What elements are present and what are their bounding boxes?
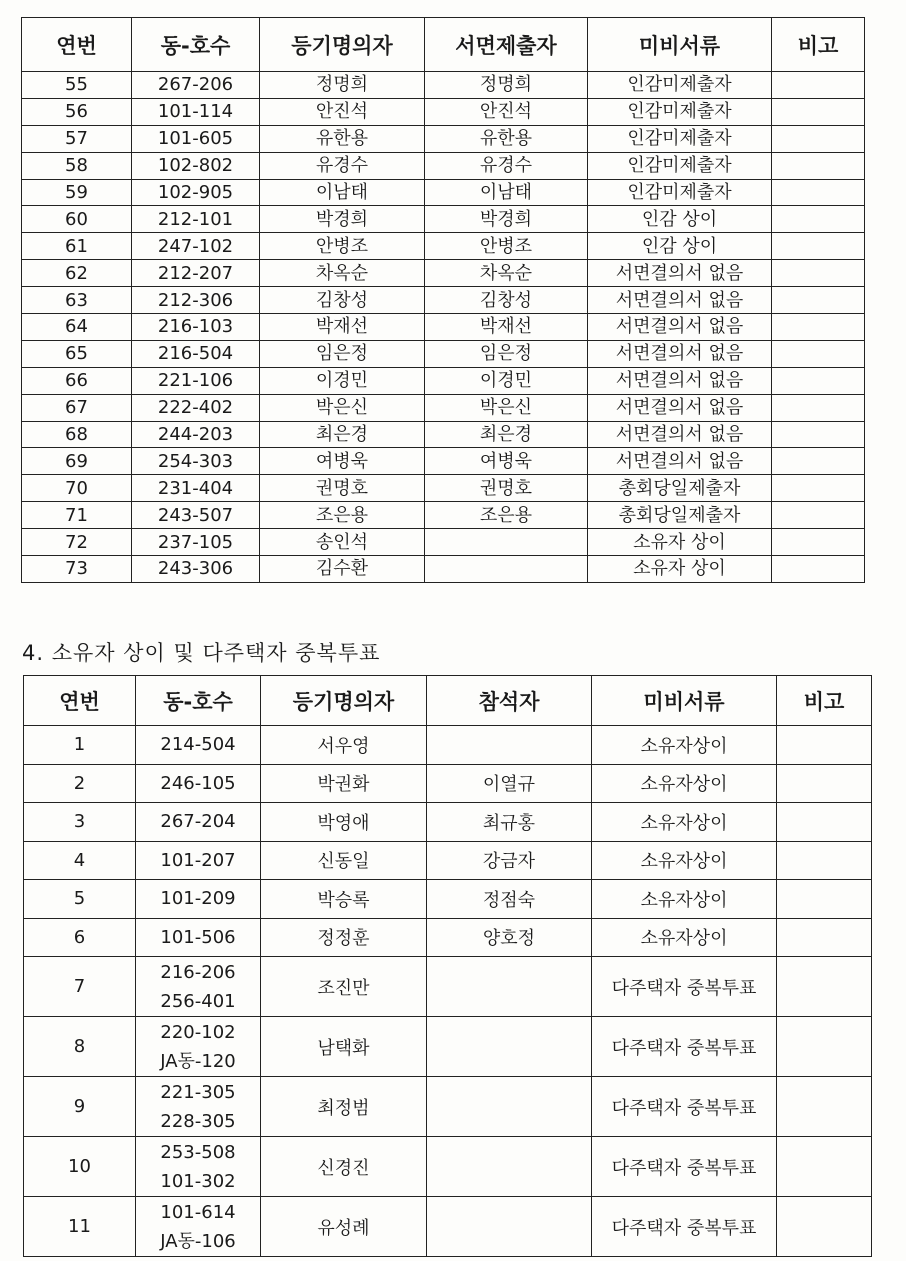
unit-number: 101-209 xyxy=(160,888,236,910)
cell-missing: 인감 상이 xyxy=(588,233,772,260)
cell-note xyxy=(777,1197,872,1257)
table-row xyxy=(24,1137,872,1197)
cell-unit: 243-507 xyxy=(132,502,260,529)
table-row xyxy=(22,529,865,556)
cell-owner: 이경민 xyxy=(260,367,425,394)
cell-note xyxy=(772,287,865,314)
cell-missing: 서면결의서 없음 xyxy=(588,340,772,367)
header-note: 비고 xyxy=(777,676,872,726)
cell-no: 61 xyxy=(22,233,132,260)
cell-no: 4 xyxy=(24,841,136,880)
cell-unit: 102-802 xyxy=(132,152,260,179)
cell-missing: 다주택자 중복투표 xyxy=(592,1017,777,1077)
cell-no: 73 xyxy=(22,556,132,583)
cell-no: 63 xyxy=(22,287,132,314)
cell-attendee: 양호정 xyxy=(427,918,592,957)
unit-number: 101-207 xyxy=(160,849,236,871)
cell-attendee: 최규홍 xyxy=(427,803,592,842)
cell-note xyxy=(777,726,872,765)
cell-owner: 박재선 xyxy=(260,314,425,341)
cell-attendee xyxy=(427,1197,592,1257)
cell-unit: 244-203 xyxy=(132,421,260,448)
cell-no: 9 xyxy=(24,1077,136,1137)
cell-owner: 박승록 xyxy=(261,880,427,919)
cell-missing: 소유자상이 xyxy=(592,803,777,842)
header-owner: 등기명의자 xyxy=(260,18,425,72)
cell-unit: 102-905 xyxy=(132,179,260,206)
cell-submitter: 안병조 xyxy=(425,233,588,260)
cell-note xyxy=(772,152,865,179)
cell-owner: 유한용 xyxy=(260,125,425,152)
unit-number: 101-506 xyxy=(160,926,236,948)
cell-owner: 박영애 xyxy=(261,803,427,842)
header-no: 연번 xyxy=(22,18,132,72)
table-row xyxy=(22,475,865,502)
header-attendee: 참석자 xyxy=(427,676,592,726)
cell-missing: 인감미제출자 xyxy=(588,125,772,152)
table-row xyxy=(22,125,865,152)
table-row xyxy=(22,340,865,367)
unit-number: 253-508 xyxy=(160,1141,236,1163)
cell-no: 62 xyxy=(22,260,132,287)
cell-missing: 서면결의서 없음 xyxy=(588,448,772,475)
cell-owner: 최정범 xyxy=(261,1077,427,1137)
cell-no: 56 xyxy=(22,98,132,125)
header-no: 연번 xyxy=(24,676,136,726)
header-unit: 동-호수 xyxy=(132,18,260,72)
table-header-row xyxy=(24,676,872,726)
table-row xyxy=(24,841,872,880)
cell-owner: 신경진 xyxy=(261,1137,427,1197)
cell-note xyxy=(772,502,865,529)
cell-unit xyxy=(136,957,261,1017)
cell-missing: 소유자상이 xyxy=(592,880,777,919)
cell-missing: 소유자 상이 xyxy=(588,529,772,556)
cell-note xyxy=(772,260,865,287)
cell-owner: 송인석 xyxy=(260,529,425,556)
cell-unit: 212-101 xyxy=(132,206,260,233)
cell-unit: 101-114 xyxy=(132,98,260,125)
cell-note xyxy=(772,233,865,260)
unit-number: 221-305 xyxy=(160,1081,236,1103)
cell-missing: 인감 상이 xyxy=(588,206,772,233)
cell-owner: 신동일 xyxy=(261,841,427,880)
cell-unit xyxy=(136,1077,261,1137)
table-row xyxy=(24,764,872,803)
section-title: 4. 소유자 상이 및 다주택자 중복투표 xyxy=(22,641,381,665)
table-row xyxy=(22,448,865,475)
unit-number: 216-206 xyxy=(160,961,236,983)
cell-note xyxy=(777,764,872,803)
cell-missing: 서면결의서 없음 xyxy=(588,314,772,341)
cell-unit: 254-303 xyxy=(132,448,260,475)
cell-note xyxy=(772,314,865,341)
cell-no: 59 xyxy=(22,179,132,206)
cell-no: 60 xyxy=(22,206,132,233)
cell-unit: 216-103 xyxy=(132,314,260,341)
cell-unit: 216-504 xyxy=(132,340,260,367)
cell-no: 68 xyxy=(22,421,132,448)
cell-unit xyxy=(136,803,261,842)
table-row xyxy=(22,556,865,583)
table-row xyxy=(22,233,865,260)
cell-note xyxy=(772,206,865,233)
cell-missing: 인감미제출자 xyxy=(588,179,772,206)
cell-submitter xyxy=(425,529,588,556)
table-row xyxy=(24,957,872,1017)
cell-unit: 231-404 xyxy=(132,475,260,502)
cell-missing: 소유자상이 xyxy=(592,764,777,803)
cell-unit: 222-402 xyxy=(132,394,260,421)
cell-note xyxy=(777,1077,872,1137)
cell-submitter xyxy=(425,556,588,583)
cell-owner: 유경수 xyxy=(260,152,425,179)
cell-owner: 차옥순 xyxy=(260,260,425,287)
header-missing: 미비서류 xyxy=(588,18,772,72)
cell-owner: 조은용 xyxy=(260,502,425,529)
cell-unit xyxy=(136,1017,261,1077)
cell-owner: 박은신 xyxy=(260,394,425,421)
unit-number: JA동-106 xyxy=(160,1230,236,1252)
cell-no: 65 xyxy=(22,340,132,367)
unit-number: 220-102 xyxy=(160,1021,236,1043)
table-row xyxy=(22,72,865,99)
cell-owner: 서우영 xyxy=(261,726,427,765)
cell-missing: 다주택자 중복투표 xyxy=(592,1137,777,1197)
cell-missing: 총회당일제출자 xyxy=(588,475,772,502)
table-row xyxy=(22,179,865,206)
unit-number: 101-614 xyxy=(160,1201,236,1223)
header-missing: 미비서류 xyxy=(592,676,777,726)
unit-number: 267-204 xyxy=(160,811,236,833)
cell-unit: 221-106 xyxy=(132,367,260,394)
cell-note xyxy=(777,918,872,957)
cell-note xyxy=(772,367,865,394)
cell-unit: 243-306 xyxy=(132,556,260,583)
cell-submitter: 권명호 xyxy=(425,475,588,502)
header-owner: 등기명의자 xyxy=(261,676,427,726)
cell-missing: 다주택자 중복투표 xyxy=(592,1077,777,1137)
cell-attendee: 이열규 xyxy=(427,764,592,803)
cell-no: 71 xyxy=(22,502,132,529)
cell-unit xyxy=(136,841,261,880)
cell-attendee: 강금자 xyxy=(427,841,592,880)
cell-owner: 임은정 xyxy=(260,340,425,367)
table-row xyxy=(24,803,872,842)
unit-number: JA동-120 xyxy=(160,1050,236,1072)
table-row xyxy=(22,421,865,448)
cell-missing: 서면결의서 없음 xyxy=(588,421,772,448)
cell-owner: 최은경 xyxy=(260,421,425,448)
cell-no: 58 xyxy=(22,152,132,179)
cell-missing: 소유자상이 xyxy=(592,918,777,957)
cell-no: 55 xyxy=(22,72,132,99)
table-owner-mismatch xyxy=(23,675,872,1257)
cell-no: 64 xyxy=(22,314,132,341)
cell-owner: 박권화 xyxy=(261,764,427,803)
cell-submitter: 이남태 xyxy=(425,179,588,206)
table-header-row xyxy=(22,18,865,72)
cell-unit: 237-105 xyxy=(132,529,260,556)
cell-submitter: 박재선 xyxy=(425,314,588,341)
cell-owner: 여병욱 xyxy=(260,448,425,475)
unit-number: 228-305 xyxy=(160,1110,236,1132)
cell-owner: 유성례 xyxy=(261,1197,427,1257)
cell-note xyxy=(772,475,865,502)
cell-note xyxy=(777,841,872,880)
cell-owner: 남택화 xyxy=(261,1017,427,1077)
cell-submitter: 유한용 xyxy=(425,125,588,152)
cell-note xyxy=(772,529,865,556)
table-row xyxy=(22,314,865,341)
cell-no: 10 xyxy=(24,1137,136,1197)
cell-note xyxy=(772,394,865,421)
cell-submitter: 조은용 xyxy=(425,502,588,529)
table-row xyxy=(22,502,865,529)
cell-no: 72 xyxy=(22,529,132,556)
cell-owner: 박경희 xyxy=(260,206,425,233)
cell-missing: 서면결의서 없음 xyxy=(588,287,772,314)
cell-owner: 정명희 xyxy=(260,72,425,99)
cell-owner: 권명호 xyxy=(260,475,425,502)
cell-no: 3 xyxy=(24,803,136,842)
cell-missing: 인감미제출자 xyxy=(588,98,772,125)
cell-missing: 다주택자 중복투표 xyxy=(592,1197,777,1257)
cell-submitter: 최은경 xyxy=(425,421,588,448)
table-row xyxy=(22,287,865,314)
cell-submitter: 이경민 xyxy=(425,367,588,394)
cell-attendee xyxy=(427,1077,592,1137)
cell-no: 70 xyxy=(22,475,132,502)
cell-unit: 267-206 xyxy=(132,72,260,99)
cell-submitter: 임은정 xyxy=(425,340,588,367)
cell-owner: 김수환 xyxy=(260,556,425,583)
cell-missing: 서면결의서 없음 xyxy=(588,394,772,421)
table-row xyxy=(24,1017,872,1077)
cell-missing: 소유자상이 xyxy=(592,726,777,765)
table-row xyxy=(22,206,865,233)
cell-unit xyxy=(136,918,261,957)
cell-attendee xyxy=(427,957,592,1017)
cell-unit xyxy=(136,764,261,803)
cell-unit: 247-102 xyxy=(132,233,260,260)
cell-unit xyxy=(136,880,261,919)
cell-attendee: 정점숙 xyxy=(427,880,592,919)
cell-missing: 소유자 상이 xyxy=(588,556,772,583)
cell-no: 57 xyxy=(22,125,132,152)
cell-no: 6 xyxy=(24,918,136,957)
cell-submitter: 유경수 xyxy=(425,152,588,179)
unit-number: 246-105 xyxy=(160,772,236,794)
cell-no: 11 xyxy=(24,1197,136,1257)
cell-submitter: 박경희 xyxy=(425,206,588,233)
cell-note xyxy=(772,340,865,367)
cell-missing: 인감미제출자 xyxy=(588,152,772,179)
cell-missing: 소유자상이 xyxy=(592,841,777,880)
cell-submitter: 여병욱 xyxy=(425,448,588,475)
cell-submitter: 차옥순 xyxy=(425,260,588,287)
cell-no: 7 xyxy=(24,957,136,1017)
cell-unit: 212-306 xyxy=(132,287,260,314)
table-row xyxy=(22,260,865,287)
cell-unit xyxy=(136,726,261,765)
cell-missing: 인감미제출자 xyxy=(588,72,772,99)
cell-submitter: 박은신 xyxy=(425,394,588,421)
header-submitter: 서면제출자 xyxy=(425,18,588,72)
table-vote-defects xyxy=(21,17,865,583)
cell-attendee xyxy=(427,1017,592,1077)
cell-note xyxy=(772,179,865,206)
cell-owner: 이남태 xyxy=(260,179,425,206)
table-row xyxy=(24,880,872,919)
cell-submitter: 김창성 xyxy=(425,287,588,314)
cell-submitter: 정명희 xyxy=(425,72,588,99)
cell-owner: 정정훈 xyxy=(261,918,427,957)
cell-unit: 212-207 xyxy=(132,260,260,287)
cell-owner: 김창성 xyxy=(260,287,425,314)
cell-note xyxy=(772,421,865,448)
cell-no: 2 xyxy=(24,764,136,803)
cell-no: 69 xyxy=(22,448,132,475)
table-row xyxy=(22,152,865,179)
cell-note xyxy=(777,880,872,919)
cell-unit xyxy=(136,1197,261,1257)
cell-note xyxy=(772,448,865,475)
cell-submitter: 안진석 xyxy=(425,98,588,125)
cell-note xyxy=(772,556,865,583)
unit-number: 214-504 xyxy=(160,734,236,756)
cell-owner: 안병조 xyxy=(260,233,425,260)
cell-missing: 서면결의서 없음 xyxy=(588,260,772,287)
cell-note xyxy=(772,98,865,125)
cell-note xyxy=(772,72,865,99)
unit-number: 101-302 xyxy=(160,1170,236,1192)
cell-note xyxy=(777,1137,872,1197)
cell-attendee xyxy=(427,1137,592,1197)
cell-unit xyxy=(136,1137,261,1197)
unit-number: 256-401 xyxy=(160,990,236,1012)
table-row xyxy=(22,367,865,394)
table-row xyxy=(22,394,865,421)
cell-unit: 101-605 xyxy=(132,125,260,152)
table-row xyxy=(24,726,872,765)
cell-no: 67 xyxy=(22,394,132,421)
cell-no: 66 xyxy=(22,367,132,394)
cell-note xyxy=(777,803,872,842)
cell-missing: 다주택자 중복투표 xyxy=(592,957,777,1017)
table-row xyxy=(22,98,865,125)
cell-note xyxy=(777,957,872,1017)
table-row xyxy=(24,1197,872,1257)
cell-attendee xyxy=(427,726,592,765)
header-note: 비고 xyxy=(772,18,865,72)
header-unit: 동-호수 xyxy=(136,676,261,726)
table-row xyxy=(24,918,872,957)
cell-missing: 서면결의서 없음 xyxy=(588,367,772,394)
cell-owner: 안진석 xyxy=(260,98,425,125)
table-row xyxy=(24,1077,872,1137)
cell-note xyxy=(772,125,865,152)
cell-owner: 조진만 xyxy=(261,957,427,1017)
cell-no: 5 xyxy=(24,880,136,919)
cell-no: 1 xyxy=(24,726,136,765)
cell-no: 8 xyxy=(24,1017,136,1077)
cell-note xyxy=(777,1017,872,1077)
cell-missing: 총회당일제출자 xyxy=(588,502,772,529)
